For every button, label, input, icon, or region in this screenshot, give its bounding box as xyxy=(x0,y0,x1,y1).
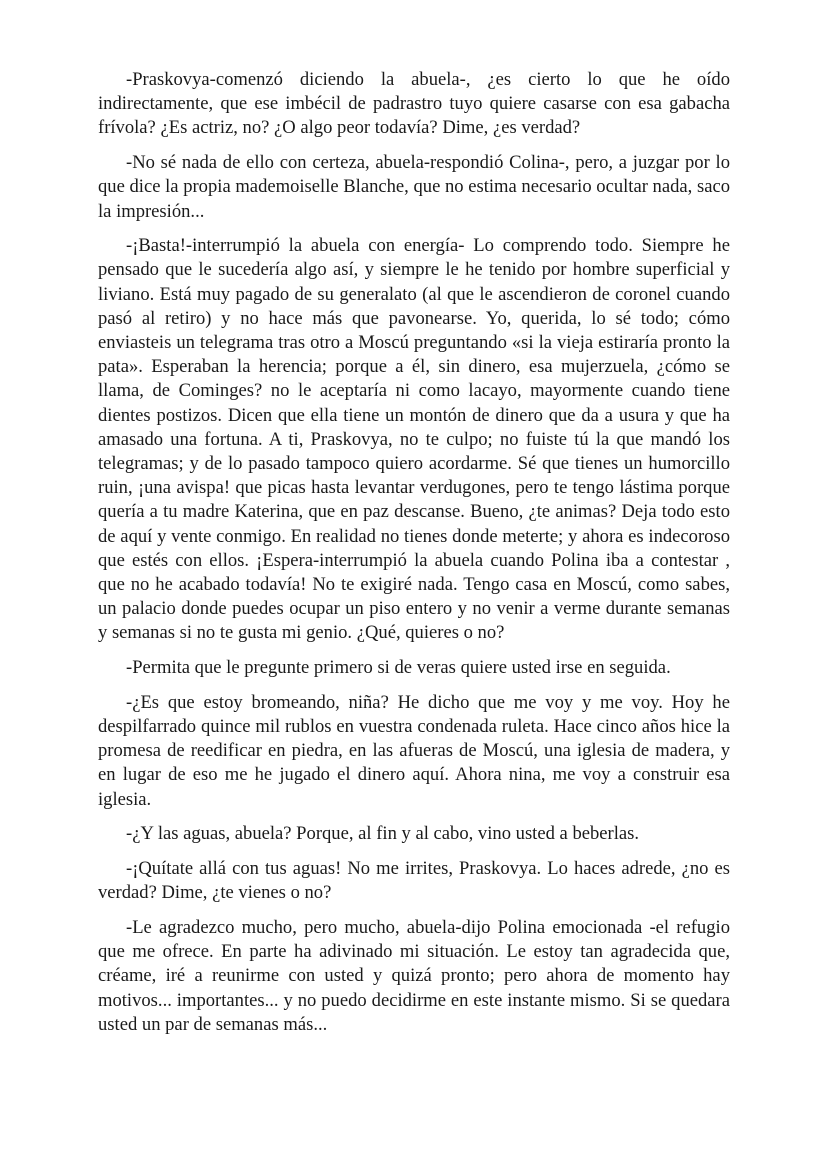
paragraph-7: -¡Quítate allá con tus aguas! No me irrites, Praskovya. Lo haces adrede, ¿no es verdad? Dime, ¿te vienes o no? xyxy=(98,858,730,904)
paragraph-3: -¡Basta!-interrumpió la abuela con energía- Lo comprendo todo. Siempre he pensado que le sucedería algo así, y siempre le he tenido por hombre superficial y liviano. Está muy pagado de su generalato (al que le ascendieron de coronel cuando pasó al retiro) y no hace más que pavonearse. Yo, querida, lo sé todo; cómo enviasteis un telegrama tras otro a Moscú preguntando «si la vieja estiraría pronto la pata». Esperaban la herencia; porque a él, sin dinero, esa mujerzuela, ¿cómo se llama, de Cominges? no le aceptaría ni como lacayo, mayormente cuando tiene dientes postizos. Dicen que ella tiene un montón de dinero que da a usura y que ha amasado una fortuna. A ti, Praskovya, no te culpo; no fuiste tú la que mandó los telegramas; y de lo pasado tampoco quiero acordarme. Sé que tienes un humorcillo ruin, ¡una avispa! que picas hasta levantar verdugones, pero te tengo lástima porque quería a tu madre Katerina, que en paz descanse. Bueno, ¿te animas? Deja todo esto de aquí y vente conmigo. En realidad no tienes donde meterte; y ahora es indecoroso que estés con ellos. ¡Espera-interrumpió la abuela cuando Polina iba a contestar , que no he acabado todavía! No te exigiré nada. Tengo casa en Moscú, como sabes, un palacio donde puedes ocupar un piso entero y no venir a verme durante semanas y semanas si no te gusta mi genio. ¿Qué, quieres o no? xyxy=(98,235,730,644)
paragraph-6: -¿Y las aguas, abuela? Porque, al fin y al cabo, vino usted a beberlas. xyxy=(126,823,640,845)
paragraph-2: -No sé nada de ello con certeza, abuela-respondió Colina-, pero, a juzgar por lo que dice la propia mademoiselle Blanche, que no estima necesario ocultar nada, saco la impresión... xyxy=(98,152,730,222)
paragraph-8: -Le agradezco mucho, pero mucho, abuela-dijo Polina emocionada -el refugio que me ofrece. En parte ha adivinado mi situación. Le estoy tan agradecida que, créame, iré a reunirme con usted y quizá pronto; pero ahora de momento hay motivos... importantes... y no puedo decidirme en este instante mismo. Si se quedara usted un par de semanas más... xyxy=(98,917,730,1035)
paragraph-5: -¿Es que estoy bromeando, niña? He dicho que me voy y me voy. Hoy he despilfarrado quince mil rublos en vuestra condenada ruleta. Hace cinco años hice la promesa de reedificar en piedra, en las afueras de Moscú, una iglesia de madera, y en lugar de eso me he jugado el dinero aquí. Ahora nina, me voy a construir esa iglesia. xyxy=(98,691,730,810)
paragraph-4: -Permita que le pregunte primero si de veras quiere usted irse en seguida. xyxy=(126,657,671,679)
paragraph-1: -Praskovya-comenzó diciendo la abuela-, ¿es cierto lo que he oído indirectamente, que ese imbécil de padrastro tuyo quiere casarse con esa gabacha frívola? ¿Es actriz, no? ¿O algo peor todavía? Dime, ¿es verdad? xyxy=(98,69,730,139)
document-page xyxy=(98,68,730,1048)
